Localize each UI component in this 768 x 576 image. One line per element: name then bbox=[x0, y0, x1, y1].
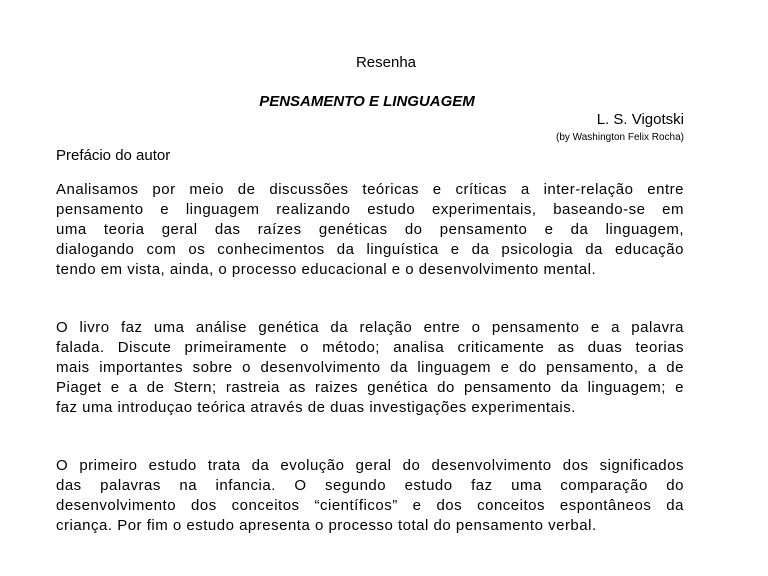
author-name: L. S. Vigotski bbox=[596, 111, 684, 128]
paragraph-line: tendo em vista, ainda, o processo educacional e o desenvolvimento mental. bbox=[56, 261, 597, 278]
paragraph-line: pensamento e linguagem realizando estudo experimentais, baseando-se em bbox=[56, 201, 684, 218]
paragraph-line: Analisamos por meio de discussões teóricas e críticas a inter-relação entre bbox=[56, 181, 684, 198]
paragraph-line: mais importantes sobre o desenvolvimento da linguagem e do pensamento, a de bbox=[56, 359, 684, 376]
paragraph bbox=[56, 456, 684, 536]
paragraph-line: dialogando com os conhecimentos da linguística e da psicologia da educação bbox=[56, 241, 684, 258]
paragraph-line: Piaget e a de Stern; rastreia as raizes genética do pensamento da linguagem; e bbox=[56, 379, 684, 396]
paragraph-line: desenvolvimento dos conceitos “científicos” e dos conceitos espontâneos da bbox=[56, 497, 684, 514]
document-title: PENSAMENTO E LINGUAGEM bbox=[259, 93, 475, 110]
paragraph bbox=[56, 318, 684, 418]
paragraph bbox=[56, 180, 684, 280]
section-title: Prefácio do autor bbox=[56, 147, 171, 164]
paragraph-line: uma teoria geral das raízes genéticas do pensamento e da linguagem, bbox=[56, 221, 684, 238]
paragraph-line: falada. Discute primeiramente o método; analisa criticamente as duas teorias bbox=[56, 339, 684, 356]
paragraph-line: criança. Por fim o estudo apresenta o processo total do pensamento verbal. bbox=[56, 517, 597, 534]
paragraph-line: O primeiro estudo trata da evolução geral do desenvolvimento dos significados bbox=[56, 457, 684, 474]
paragraph-line: O livro faz uma análise genética da relação entre o pensamento e a palavra bbox=[56, 319, 684, 336]
review-credit: (by Washington Felix Rocha) bbox=[555, 132, 684, 143]
document-kind: Resenha bbox=[355, 54, 417, 71]
paragraph-line: faz uma introduçao teórica através de duas investigações experimentais. bbox=[56, 399, 576, 416]
paragraph-line: das palavras na infancia. O segundo estudo faz uma comparação do bbox=[56, 477, 684, 494]
